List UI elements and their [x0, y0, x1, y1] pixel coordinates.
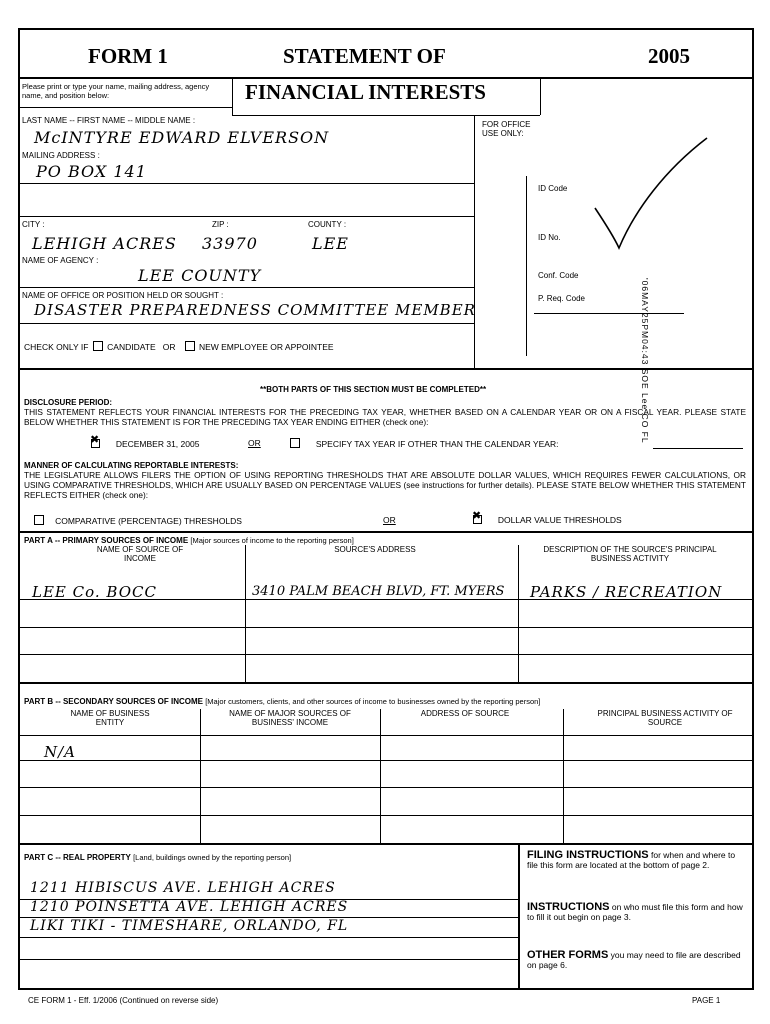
checkmark-icon: [585, 130, 715, 255]
form-label: FORM 1: [88, 44, 168, 68]
part-c-subtitle: [Land, buildings owned by the reporting person]: [133, 853, 292, 862]
check-only-if-row: [24, 341, 334, 352]
dollar-checkbox[interactable]: [472, 514, 482, 524]
part-a-title: PART A -- PRIMARY SOURCES OF INCOME: [24, 536, 189, 545]
part-b-col-address: ADDRESS OF SOURCE: [420, 709, 510, 718]
part-a-col-activity: DESCRIPTION OF THE SOURCE'S PRINCIPAL BUSINESS ACTIVITY: [543, 545, 717, 563]
other-bold: OTHER FORMS: [527, 949, 609, 961]
agency-label: NAME OF AGENCY :: [22, 256, 99, 265]
part-b-row1-entity[interactable]: N/A: [44, 743, 77, 761]
agency-value[interactable]: LEE COUNTY: [138, 266, 262, 285]
mailing-value[interactable]: PO BOX 141: [36, 162, 147, 181]
dollar-label: DOLLAR VALUE THRESHOLDS: [497, 515, 622, 525]
both-parts-note: **BOTH PARTS OF THIS SECTION MUST BE COMPLETED**: [260, 385, 487, 394]
print-instruction: Please print or type your name, mailing address, agency name, and position below:: [22, 82, 210, 100]
zip-label: ZIP :: [212, 220, 229, 229]
instr-bold: INSTRUCTIONS: [527, 901, 610, 913]
part-b-col-sources: NAME OF MAJOR SOURCES OF BUSINESS' INCOME: [229, 709, 351, 727]
county-value[interactable]: LEE: [312, 234, 349, 253]
part-c-header: [24, 853, 291, 862]
candidate-checkbox[interactable]: [93, 341, 103, 351]
city-label: CITY :: [22, 220, 45, 229]
other-year-checkbox[interactable]: [290, 438, 300, 448]
dec31-checkbox[interactable]: [90, 438, 100, 448]
instr-text: on who must file this form and how to fill it out begin on page 3.: [527, 902, 743, 922]
filing-text: for when and where to file this form are located at the bottom of page 2.: [527, 850, 736, 870]
comparative-option: [34, 515, 242, 526]
filing-instructions: [527, 850, 743, 870]
part-c-title: PART C -- REAL PROPERTY: [24, 853, 131, 862]
other-text: you may need to file are described on page 6.: [527, 950, 741, 970]
footer-right: PAGE 1: [692, 996, 721, 1005]
county-label: COUNTY :: [308, 220, 347, 229]
part-b-header: [24, 697, 540, 706]
name-value[interactable]: McINTYRE EDWARD ELVERSON: [34, 128, 330, 147]
check-only-if-label: CHECK ONLY IF: [24, 342, 89, 352]
part-a-subtitle: [Major sources of income to the reporting person]: [190, 536, 354, 545]
office-label: NAME OF OFFICE OR POSITION HELD OR SOUGHT :: [22, 291, 224, 300]
title-line1: STATEMENT OF: [283, 44, 446, 68]
part-a-col-name: NAME OF SOURCE OF INCOME: [96, 545, 184, 563]
form-year: 2005: [648, 44, 690, 68]
id-no-label: ID No.: [538, 233, 561, 242]
new-employee-label: NEW EMPLOYEE OR APPOINTEE: [198, 342, 334, 352]
part-a-row1-activity[interactable]: PARKS / RECREATION: [530, 583, 723, 601]
part-b-col-entity: NAME OF BUSINESS ENTITY: [70, 709, 150, 727]
part-a-row1-address[interactable]: 3410 PALM BEACH BLVD, FT. MYERS: [252, 584, 505, 599]
part-c-row3[interactable]: LIKI TIKI - TIMESHARE, ORLANDO, FL: [30, 918, 349, 934]
p-req-code-label: P. Req. Code: [538, 294, 585, 303]
new-employee-checkbox[interactable]: [185, 341, 195, 351]
candidate-label: CANDIDATE: [107, 342, 156, 352]
office-value[interactable]: DISASTER PREPAREDNESS COMMITTEE MEMBER: [34, 301, 476, 319]
instructions-note: [527, 902, 743, 922]
dec31-label: DECEMBER 31, 2005: [115, 439, 200, 449]
or-label: OR: [162, 342, 176, 352]
part-c-row1[interactable]: 1211 HIBISCUS AVE. LEHIGH ACRES: [30, 880, 336, 896]
part-b-subtitle: [Major customers, clients, and other sources of income to businesses owned by the reporting person]: [205, 697, 541, 706]
mailing-label: MAILING ADDRESS :: [22, 151, 100, 160]
part-a-col-address: SOURCE'S ADDRESS: [334, 545, 416, 554]
manner-text: THE LEGISLATURE ALLOWS FILERS THE OPTION OF USING REPORTING THRESHOLDS THAT ARE ABSOLUTE DOLLAR VALUES, WHICH REQUIRES FEWER CALCULATIONS, OR USING COMPARATIVE THRESHOLDS, WHICH ARE USUALLY BASED ON PERCENTAGE VALUES (see instructions for further details). PLEASE STATE BELOW WHETHER THIS STATEMENT REFLECTS EITHER (check one):: [24, 470, 746, 500]
part-b-col-activity: PRINCIPAL BUSINESS ACTIVITY OF SOURCE: [597, 709, 733, 727]
received-stamp: '06MAY25PM04:43 SOE Lee CO FL: [640, 278, 650, 444]
office-use-title: FOR OFFICE USE ONLY:: [482, 120, 531, 138]
other-year-field[interactable]: [653, 448, 743, 449]
city-value[interactable]: LEHIGH ACRES: [32, 234, 177, 253]
comparative-label: COMPARATIVE (PERCENTAGE) THRESHOLDS: [55, 516, 242, 526]
comparative-checkbox[interactable]: [34, 515, 44, 525]
filing-bold: FILING INSTRUCTIONS: [527, 849, 649, 861]
other-forms-note: [527, 950, 743, 970]
title-line2: FINANCIAL INTERESTS: [245, 80, 486, 104]
part-a-header: [24, 536, 354, 545]
part-c-row2[interactable]: 1210 POINSETTA AVE. LEHIGH ACRES: [30, 899, 349, 915]
other-year-label: SPECIFY TAX YEAR IF OTHER THAN THE CALENDAR YEAR:: [315, 439, 559, 449]
conf-code-label: Conf. Code: [538, 271, 579, 280]
dollar-option: [472, 514, 622, 525]
period-options: [90, 438, 199, 449]
period-or: OR: [248, 438, 261, 448]
part-b-title: PART B -- SECONDARY SOURCES OF INCOME: [24, 697, 203, 706]
period-text: THIS STATEMENT REFLECTS YOUR FINANCIAL INTERESTS FOR THE PRECEDING TAX YEAR, WHETHER BASED ON A CALENDAR YEAR OR ON A FISCAL YEAR. PLEASE STATE BELOW WHETHER THIS STATEMENT IS FOR THE PRECEDING TAX YEAR ENDING EITHER (check one):: [24, 407, 746, 427]
period-heading: DISCLOSURE PERIOD:: [24, 398, 113, 407]
id-code-label: ID Code: [538, 184, 568, 193]
part-a-row1-name[interactable]: LEE Co. BOCC: [32, 583, 157, 601]
name-label: LAST NAME -- FIRST NAME -- MIDDLE NAME :: [22, 116, 196, 125]
manner-or: OR: [383, 515, 396, 525]
manner-heading: MANNER OF CALCULATING REPORTABLE INTERESTS:: [24, 461, 239, 470]
other-year-option: [290, 438, 558, 449]
zip-value[interactable]: 33970: [202, 234, 258, 253]
footer-left: CE FORM 1 - Eff. 1/2006 (Continued on reverse side): [28, 996, 219, 1005]
